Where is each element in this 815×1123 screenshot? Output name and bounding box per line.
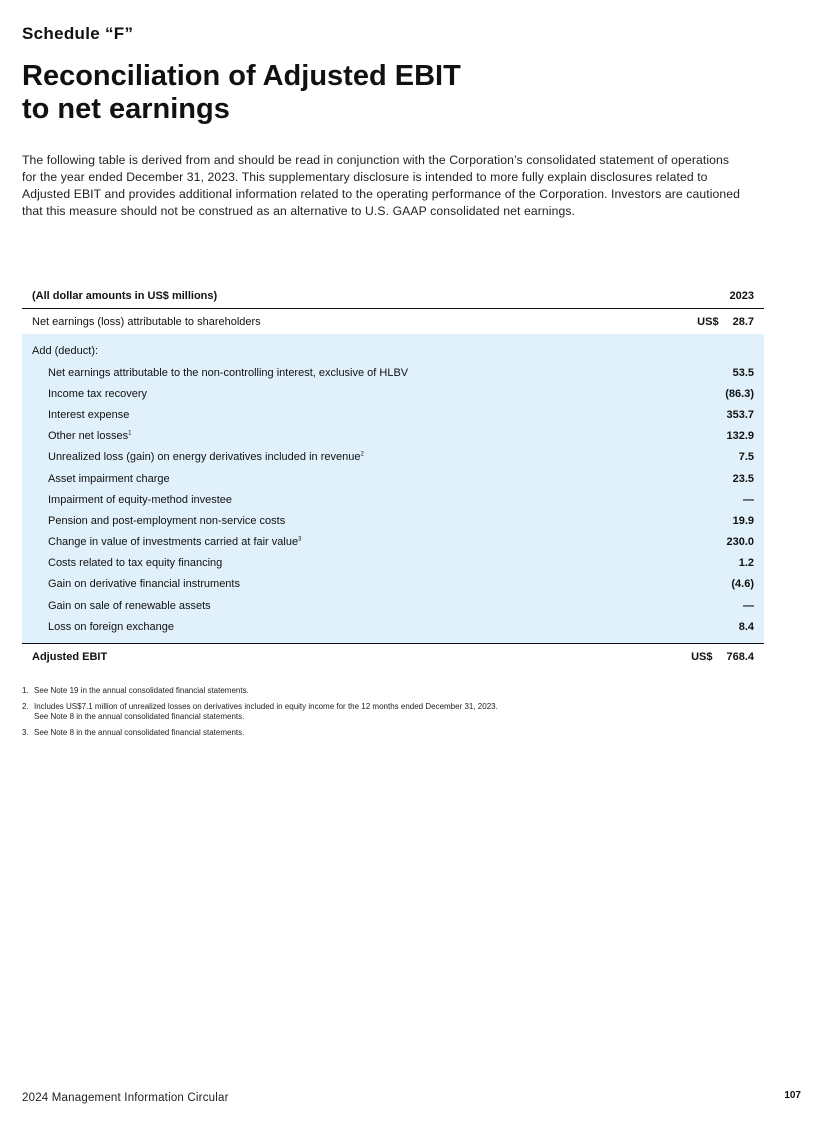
adjusted-ebit-label: Adjusted EBIT — [32, 651, 108, 664]
row-label — [32, 473, 170, 485]
row-label-text: Asset impairment charge — [48, 472, 170, 485]
row-label-text: Unrealized loss (gain) on energy derivatives included in revenue — [48, 451, 361, 464]
footnote — [22, 702, 742, 722]
net-earnings-label: Net earnings (loss) attributable to shareholders — [32, 316, 261, 328]
row-label-text: Loss on foreign exchange — [48, 620, 174, 633]
row-value: 132.9 — [726, 430, 754, 443]
table-row — [22, 468, 764, 489]
table-row — [22, 616, 764, 637]
adjustment-items — [22, 362, 764, 637]
schedule-label: Schedule “F” — [22, 24, 134, 43]
table-row — [22, 510, 764, 531]
row-value: 7.5 — [738, 451, 754, 464]
row-label-text: Other net losses — [48, 430, 129, 443]
title-line-1: Reconciliation of Adjusted EBIT — [22, 60, 461, 92]
table-header — [22, 284, 764, 309]
row-value: 19.9 — [732, 514, 754, 527]
table-row — [22, 574, 764, 595]
row-label-text: Costs related to tax equity financing — [48, 557, 223, 570]
page-title — [22, 60, 461, 126]
row-label — [32, 388, 147, 400]
page-number: 107 — [784, 1090, 801, 1101]
row-value: — — [743, 493, 754, 506]
footnote-line: See Note 8 in the annual consolidated financial statements. — [34, 712, 245, 721]
footnote — [22, 728, 742, 738]
row-value: (4.6) — [731, 578, 754, 591]
table-row — [22, 532, 764, 553]
footnote-number: 3. — [22, 728, 29, 737]
row-label — [32, 557, 222, 569]
row-value: (86.3) — [725, 387, 754, 400]
footnote-marker: 1 — [128, 430, 132, 437]
adjustments-section — [22, 334, 764, 643]
table-row — [22, 426, 764, 447]
table-row — [22, 553, 764, 574]
row-label — [32, 536, 301, 548]
row-label-text: Gain on derivative financial instruments — [48, 578, 240, 591]
footnotes — [22, 686, 742, 744]
table-row — [22, 404, 764, 425]
row-label-text: Interest expense — [48, 408, 130, 421]
table-header-label: (All dollar amounts in US$ millions) — [32, 290, 218, 302]
row-label-text: Gain on sale of renewable assets — [48, 599, 211, 612]
adjusted-ebit-value: 768.4 — [726, 651, 754, 664]
footnote-number: 2. — [22, 702, 29, 711]
row-label — [32, 578, 240, 590]
row-label — [32, 367, 408, 379]
row-label-text: Income tax recovery — [48, 387, 148, 400]
table-header-year: 2023 — [729, 290, 754, 302]
row-label-text: Pension and post-employment non-service costs — [48, 514, 286, 527]
net-earnings-currency: US$ — [697, 316, 719, 328]
row-value: 8.4 — [738, 620, 754, 633]
footnote-number: 1. — [22, 686, 29, 695]
footer-document-title: 2024 Management Information Circular — [22, 1092, 229, 1104]
net-earnings-value: 28.7 — [732, 316, 754, 328]
row-value: 230.0 — [726, 536, 754, 549]
row-label — [32, 430, 131, 442]
add-deduct-row — [22, 340, 764, 362]
add-deduct-label: Add (deduct): — [32, 345, 99, 357]
footnote-text — [34, 686, 249, 696]
adjusted-ebit-currency: US$ — [691, 651, 713, 664]
intro-paragraph: The following table is derived from and should be read in conjunction with the Corporation’s consolidated statement of operations for the year ended December 31, 2023. This supplementary disclosure is intended to more fully explain disclosures related to Adjusted EBIT and provides additional information related to the operating performance of the Corporation. Investors are cautioned that this measure should not be construed as an alternative to U.S. GAAP consolidated net earnings. — [22, 153, 741, 218]
row-label — [32, 515, 285, 527]
row-label — [32, 494, 232, 506]
row-value: 353.7 — [726, 408, 754, 421]
title-line-2: to net earnings — [22, 93, 230, 125]
adjusted-ebit-value-cell — [691, 651, 754, 663]
footnote-text — [34, 702, 498, 722]
table-row — [22, 447, 764, 468]
row-value: 53.5 — [732, 366, 754, 379]
footnote-line: See Note 8 in the annual consolidated financial statements. — [34, 728, 245, 737]
footnote-text — [34, 728, 244, 738]
row-label — [32, 621, 174, 633]
row-label-text: Change in value of investments carried at fair value — [48, 536, 299, 549]
footnote-line: Includes US$7.1 million of unrealized losses on derivatives included in equity income for the 12 months ended December 31, 2023. — [34, 702, 498, 711]
row-value: 1.2 — [738, 557, 754, 570]
row-value: — — [743, 599, 754, 612]
footnote-line: See Note 19 in the annual consolidated financial statements. — [34, 686, 249, 695]
net-earnings-value-cell — [697, 316, 754, 328]
row-label — [32, 451, 364, 463]
row-value: 23.5 — [732, 472, 754, 485]
row-label — [32, 600, 211, 612]
reconciliation-table — [22, 284, 764, 670]
table-row — [22, 383, 764, 404]
net-earnings-row — [22, 310, 764, 334]
row-label — [32, 409, 129, 421]
row-label-text: Net earnings attributable to the non-controlling interest, exclusive of HLBV — [48, 366, 409, 379]
table-row — [22, 595, 764, 616]
table-row — [22, 362, 764, 383]
table-row — [22, 489, 764, 510]
footnote-marker: 2 — [360, 451, 364, 458]
adjusted-ebit-row — [22, 643, 764, 670]
footnote — [22, 686, 742, 696]
footnote-marker: 3 — [298, 536, 302, 543]
row-label-text: Impairment of equity-method investee — [48, 493, 233, 506]
